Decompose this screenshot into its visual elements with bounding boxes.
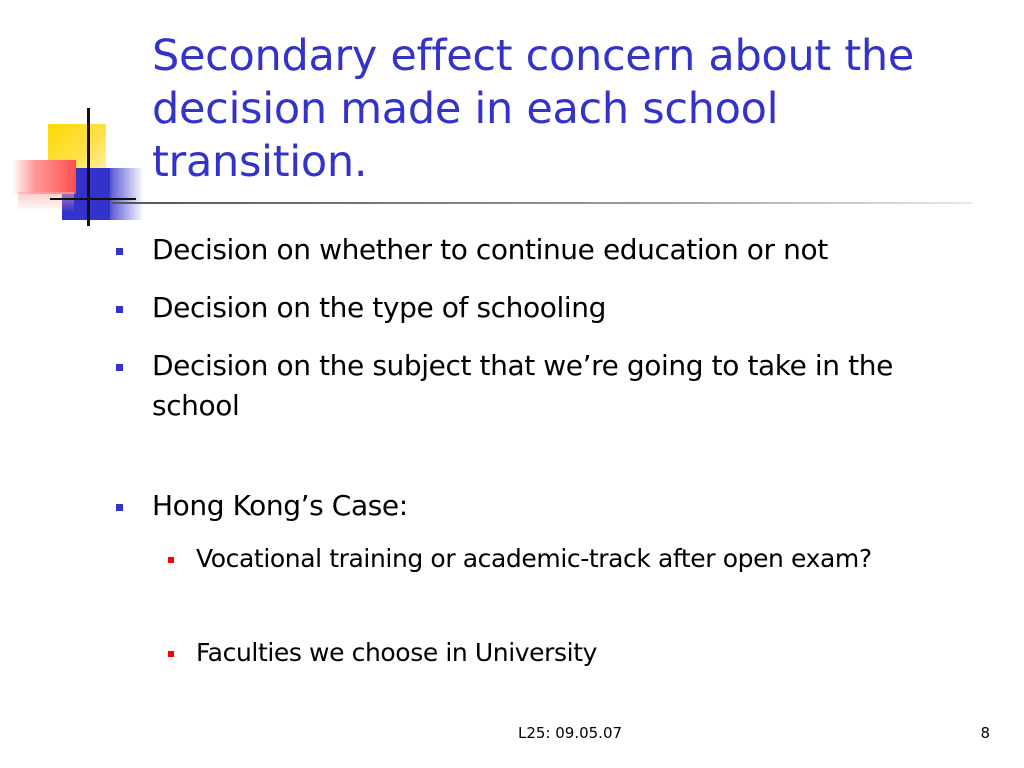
bullet-text: Decision on whether to continue education or not (152, 233, 828, 266)
title-divider (112, 202, 972, 204)
red-fade-shape (18, 192, 74, 212)
slide-title: Secondary effect concern about the decision made in each school transition. (152, 31, 914, 187)
footer-label: L25: 09.05.07 (517, 724, 623, 742)
square-bullet-icon (116, 306, 123, 313)
red-bar-shape (12, 160, 76, 194)
square-bullet-icon (116, 248, 123, 255)
sub-bullet-text: Vocational training or academic-track after open exam? (196, 544, 872, 573)
bullet-text: Hong Kong’s Case: (152, 489, 408, 522)
square-bullet-icon (116, 364, 123, 371)
square-bullet-icon (168, 557, 174, 563)
square-bullet-icon (116, 504, 123, 511)
corner-decoration-icon (0, 0, 150, 240)
horizontal-line (50, 198, 136, 200)
vertical-line (87, 108, 90, 226)
blue-fade-shape (110, 168, 144, 220)
bullet-text: Decision on the subject that we’re going to take in the school (152, 349, 893, 422)
bullet-text: Decision on the type of schooling (152, 291, 606, 324)
square-bullet-icon (168, 651, 174, 657)
sub-bullet-text: Faculties we choose in University (196, 638, 597, 667)
page-number: 8 (980, 724, 990, 742)
